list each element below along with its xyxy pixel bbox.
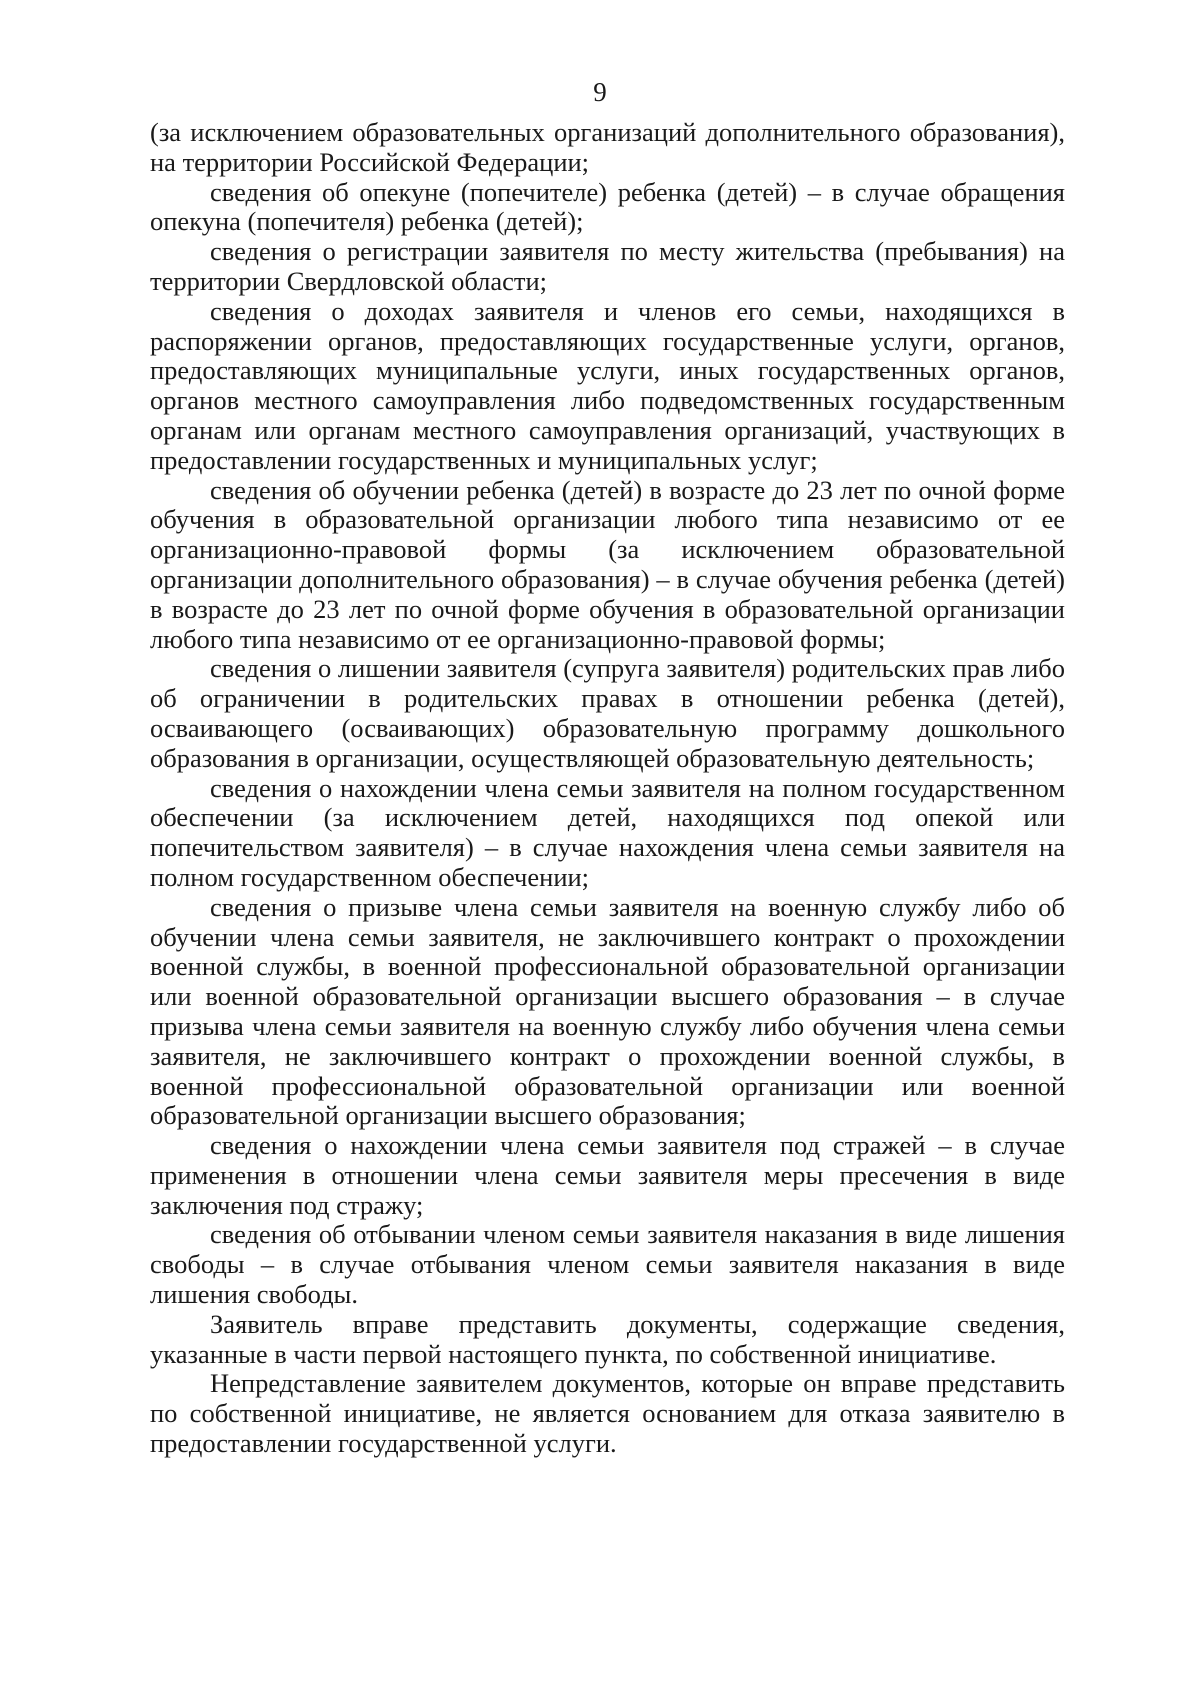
paragraph: Заявитель вправе представить документы, содержащие сведения, указанные в части первой настоящего пункта, по собственной инициативе. (150, 1308, 1065, 1369)
paragraph: (за исключением образовательных организаций дополнительного образования), на территории Российской Федерации; (150, 117, 1065, 177)
paragraph: сведения о нахождении члена семьи заявителя на полном государственном обеспечении (за исключением детей, находящихся под опекой или попечительством заявителя) – в случае нахождения члена семьи заявителя на полном государственном обеспечении; (150, 772, 1065, 892)
paragraph: сведения о лишении заявителя (супруга заявителя) родительских прав либо об ограничении в родительских правах в отношении ребенка (детей), осваивающего (осваивающих) образовательную программу дошкольного образования в организации, осуществляющей образовательную деятельность; (150, 653, 1065, 773)
page-number: 9 (593, 77, 607, 107)
document-body (150, 118, 1065, 1459)
paragraph: сведения о доходах заявителя и членов его семьи, находящихся в распоряжении органов, предоставляющих государственные услуги, органов, предоставляющих муниципальные услуги, иных государственных органов, органов местного самоуправления либо подведомственных государственным органам или органам местного самоуправления организаций, участвующих в предоставлении государственных и муниципальных услуг; (150, 295, 1065, 475)
paragraph: Непредставление заявителем документов, которые он вправе представить по собственной инициативе, не является основанием для отказа заявителю в предоставлении государственной услуги. (150, 1368, 1065, 1459)
paragraph: сведения об отбывании членом семьи заявителя наказания в виде лишения свободы – в случае отбывания членом семьи заявителя наказания в виде лишения свободы. (150, 1219, 1065, 1310)
paragraph: сведения об обучении ребенка (детей) в возрасте до 23 лет по очной форме обучения в образовательной организации любого типа независимо от ее организационно-правовой формы (за исключением образовательной организации дополнительного образования) – в случае обучения ребенка (детей) в возрасте до 23 лет по очной форме обучения в образовательной организации любого типа независимо от ее организационно-правовой формы; (150, 474, 1065, 654)
paragraph: сведения о призыве члена семьи заявителя на военную службу либо об обучении члена семьи заявителя, не заключившего контракт о прохождении военной службы, в военной профессиональной образовательной организации или военной образовательной организации высшего образования – в случае призыва члена семьи заявителя на военную службу либо обучения члена семьи заявителя, не заключившего контракт о прохождении военной службы, в военной профессиональной образовательной организации или военной образовательной организации высшего образования; (150, 891, 1065, 1131)
paragraph: сведения об опекуне (попечителе) ребенка (детей) – в случае обращения опекуна (попечителя) ребенка (детей); (150, 176, 1065, 237)
paragraph: сведения о нахождении члена семьи заявителя под стражей – в случае применения в отношении члена семьи заявителя меры пресечения в виде заключения под стражу; (150, 1130, 1065, 1220)
paragraph: сведения о регистрации заявителя по месту жительства (пребывания) на территории Свердловской области; (150, 236, 1065, 296)
